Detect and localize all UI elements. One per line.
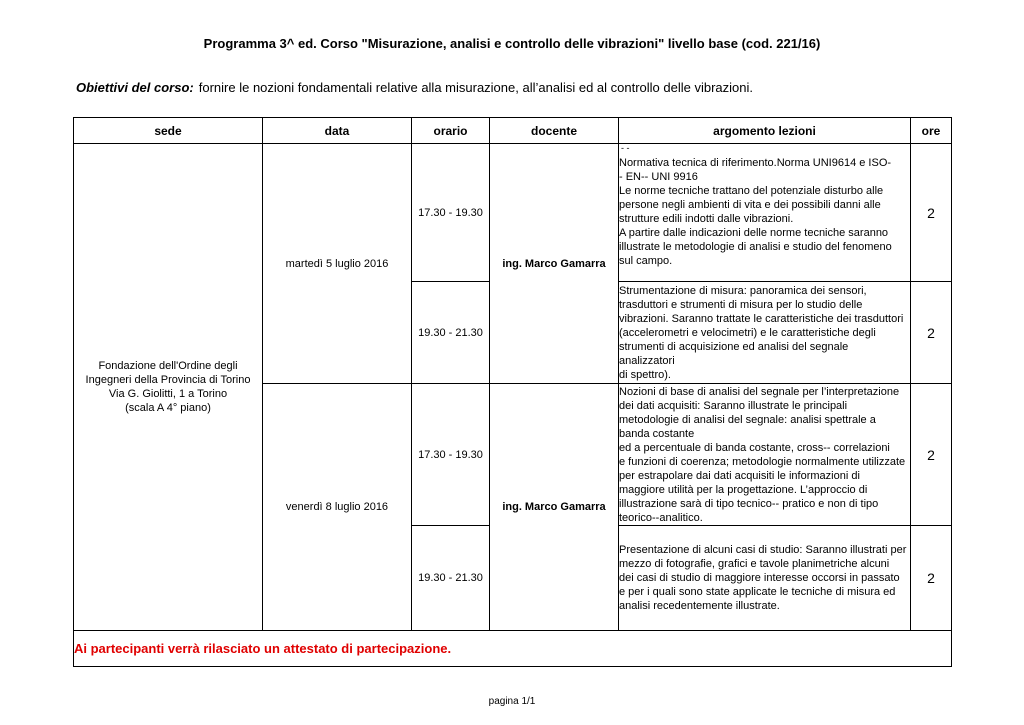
time-cell: 17.30 - 19.30 [412, 144, 490, 282]
topic-text: Strumentazione di misura: panoramica dei sensori, trasduttori e strumenti di misura per lo studio delle vibrazioni. Saranno trattate le caratteristiche dei trasduttori (accelerometri e velocimetri) e le caratteristiche degli strumenti di acquisizione ed analisi del segnale analizzatori di spettro). [619, 285, 904, 381]
date-cell: martedì 5 luglio 2016 [263, 144, 412, 384]
teacher-cell: ing. Marco Gamarra [490, 384, 619, 631]
header-data: data [263, 118, 412, 144]
time-cell: 19.30 - 21.30 [412, 282, 490, 384]
table-row [74, 144, 952, 282]
hours-cell: 2 [911, 282, 952, 384]
date-cell: venerdì 8 luglio 2016 [263, 384, 412, 631]
objectives-text: fornire le nozioni fondamentali relative alla misurazione, all’analisi ed al controllo delle vibrazioni. [198, 80, 753, 95]
course-objectives [76, 80, 753, 95]
table-header-row [74, 118, 952, 144]
header-ore: ore [911, 118, 952, 144]
certificate-note: Ai partecipanti verrà rilasciato un attestato di partecipazione. [74, 631, 952, 667]
topic-cell [619, 282, 911, 384]
topic-text: Normativa tecnica di riferimento.Norma UNI9614 e ISO- - EN-- UNI 9916 Le norme tecniche trattano del potenziale disturbo alle persone negli ambienti di vita e dei possibili danni alle strutture edili indotti dalle vibrazioni. A partire dalle indicazioni delle norme tecniche saranno illustrate le metodologie di analisi e studio del fenomeno sul campo. [619, 157, 892, 267]
document-title: Programma 3^ ed. Corso "Misurazione, analisi e controllo delle vibrazioni" livello base (cod. 221/16) [203, 36, 821, 51]
time-cell: 17.30 - 19.30 [412, 384, 490, 526]
header-docente: docente [490, 118, 619, 144]
header-orario: orario [412, 118, 490, 144]
objectives-label: Obiettivi del corso: [76, 80, 194, 95]
venue-cell [74, 144, 263, 631]
topic-stub: - - [621, 143, 630, 153]
topic-text: Presentazione di alcuni casi di studio: Saranno illustrati per mezzo di fotografie, grafici e tavole planimetriche alcuni dei casi di studio di maggiore interesse occorsi in passato e per i quali sono state applicate le tecniche di misura ed analisi recedentemente illustrate. [619, 544, 907, 612]
topic-cell [619, 526, 911, 631]
hours-cell: 2 [911, 526, 952, 631]
topic-cell [619, 144, 911, 282]
page-number: pagina 1/1 [488, 696, 536, 707]
topic-cell [619, 384, 911, 526]
teacher-cell: ing. Marco Gamarra [490, 144, 619, 384]
header-argomento: argomento lezioni [619, 118, 911, 144]
header-sede: sede [74, 118, 263, 144]
footer-row [74, 631, 952, 667]
topic-text: Nozioni di base di analisi del segnale per l’interpretazione dei dati acquisiti: Saranno illustrate le principali metodologie di analisi del segnale: analisi spettrale a banda costante ed a percentuale di banda costante, cross-- correlazioni e funzioni di coerenza; metodologie normalmente utilizzate per estrapolare dai dati acquisiti le informazioni di maggiore utilità per la progettazione. L’approccio di illustrazione sarà di tipo tecnico-- pratico e non di tipo teorico--analitico. [619, 386, 906, 524]
time-cell: 19.30 - 21.30 [412, 526, 490, 631]
program-table [73, 117, 952, 667]
hours-cell: 2 [911, 144, 952, 282]
venue-text: Fondazione dell'Ordine degli Ingegneri della Provincia di Torino Via G. Giolitti, 1 a Torino (scala A 4° piano) [85, 360, 251, 414]
hours-cell: 2 [911, 384, 952, 526]
